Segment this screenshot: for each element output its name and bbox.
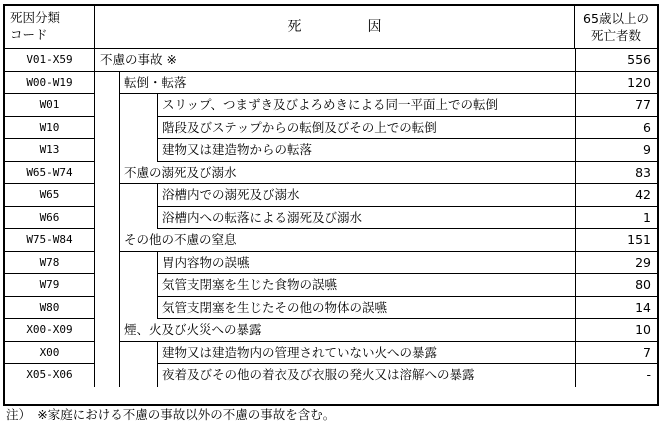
cause-name: 浴槽内への転落による溺死及び溺水 xyxy=(157,207,575,230)
table-row xyxy=(5,252,657,275)
cause-code: W00-W19 xyxy=(5,72,95,95)
cause-name: 夜着及びその他の着衣及び衣服の発火又は溶解への暴露 xyxy=(162,367,475,382)
death-count: 120 xyxy=(575,72,657,95)
cause-name: 転倒・転落 xyxy=(119,72,575,95)
cause-name: 浴槽内での溺死及び溺水 xyxy=(157,184,575,207)
cause-code: W66 xyxy=(5,207,95,230)
cause-column-header: 死因 xyxy=(95,6,575,48)
cause-name: スリップ、つまずき及びよろめきによる同一平面上での転倒 xyxy=(157,94,575,117)
cause-code: V01-X59 xyxy=(5,49,95,72)
cause-name: 階段及びステップからの転倒及びその上での転倒 xyxy=(157,117,575,140)
death-count: 83 xyxy=(575,162,657,185)
cause-name: その他の不慮の窒息 xyxy=(119,229,575,252)
level2-guide-line xyxy=(157,342,158,387)
cause-code: W78 xyxy=(5,252,95,275)
table-row xyxy=(5,139,657,162)
code-header-line1: 死因分類 xyxy=(10,10,61,25)
death-count: 7 xyxy=(575,342,657,365)
cause-name: 不慮の溺死及び溺水 xyxy=(119,162,575,185)
cause-name: 煙、火及び火災への暴露 xyxy=(119,319,575,342)
cause-code: W01 xyxy=(5,94,95,117)
table-row xyxy=(5,319,657,342)
level2-guide-line xyxy=(157,184,158,229)
death-count: 77 xyxy=(575,94,657,117)
footnote: 注） ※家庭における不慮の事故以外の不慮の事故を含む。 xyxy=(6,407,336,422)
death-count: 29 xyxy=(575,252,657,275)
table-row xyxy=(5,274,657,297)
table-row xyxy=(5,364,657,387)
cause-name: 不慮の事故 ※ xyxy=(95,49,575,72)
cause-code: W79 xyxy=(5,274,95,297)
count-column-header xyxy=(575,6,657,48)
cause-code: X05-X06 xyxy=(5,364,95,387)
count-header-line2: 死亡者数 xyxy=(590,28,641,43)
count-header-line1: 65歳以上の xyxy=(583,11,649,26)
cause-name: 気管支閉塞を生じたその他の物体の誤嚥 xyxy=(157,297,575,320)
death-count: 556 xyxy=(575,49,657,72)
cause-code: W65-W74 xyxy=(5,162,95,185)
death-count: 9 xyxy=(575,139,657,162)
table-row xyxy=(5,117,657,140)
table-row xyxy=(5,72,657,95)
cause-code: W13 xyxy=(5,139,95,162)
cause-code: W75-W84 xyxy=(5,229,95,252)
cause-code: X00 xyxy=(5,342,95,365)
code-header-line2: コード xyxy=(10,27,48,42)
table-row xyxy=(5,207,657,230)
cause-name: 胃内容物の誤嚥 xyxy=(157,252,575,275)
cause-name: 建物又は建造物内の管理されていない火への暴露 xyxy=(157,342,575,365)
cause-name: 気管支閉塞を生じた食物の誤嚥 xyxy=(157,274,575,297)
cause-code: W80 xyxy=(5,297,95,320)
death-count: 80 xyxy=(575,274,657,297)
table-header xyxy=(5,6,657,49)
table-row xyxy=(5,49,657,72)
death-count: 14 xyxy=(575,297,657,320)
death-count: - xyxy=(575,364,657,387)
cause-code: X00-X09 xyxy=(5,319,95,342)
table-row xyxy=(5,342,657,365)
table-row xyxy=(5,94,657,117)
level1-guide-line xyxy=(119,72,120,387)
level2-guide-line xyxy=(157,252,158,320)
death-count: 42 xyxy=(575,184,657,207)
table-row xyxy=(5,162,657,185)
accident-death-table xyxy=(3,4,659,406)
cause-name: 建物又は建造物からの転落 xyxy=(157,139,575,162)
death-count: 1 xyxy=(575,207,657,230)
death-count: 151 xyxy=(575,229,657,252)
level2-guide-line xyxy=(157,94,158,162)
death-count: 6 xyxy=(575,117,657,140)
cause-code: W10 xyxy=(5,117,95,140)
death-count: 10 xyxy=(575,319,657,342)
table-row xyxy=(5,297,657,320)
table-row xyxy=(5,184,657,207)
cause-code: W65 xyxy=(5,184,95,207)
code-column-header xyxy=(5,6,95,48)
table-row xyxy=(5,229,657,252)
